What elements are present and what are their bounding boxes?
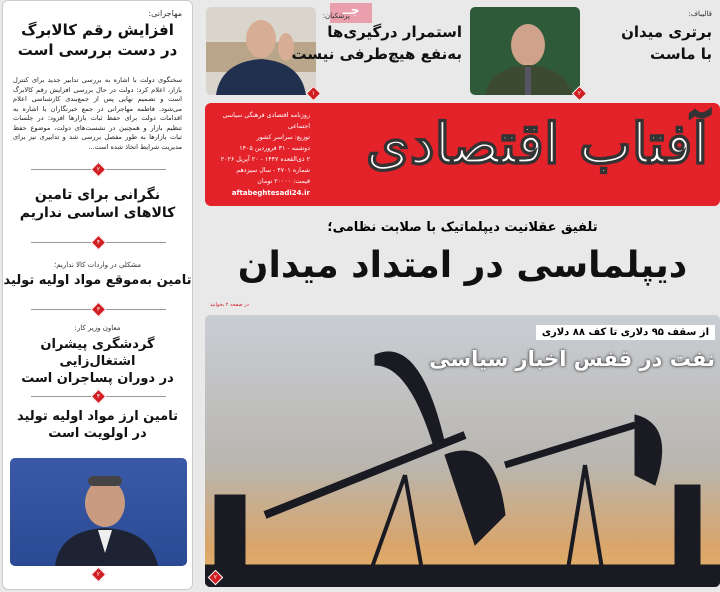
main-headline[interactable]: دیپلماسی در امتداد میدان	[237, 245, 688, 286]
ghalibaf-photo	[470, 7, 580, 95]
newspaper-logo: آفتاب اقتصادی	[365, 111, 708, 177]
website-link[interactable]: aftabeghtesadi24.ir	[231, 189, 310, 198]
photo-headline[interactable]: نفت در قفس اخبار سیاسی	[429, 347, 715, 371]
story-headline[interactable]: تامین ارز مواد اولیه تولید در اولویت است	[16, 409, 178, 441]
story-headline[interactable]: تامین به‌موقع مواد اولیه تولید	[3, 273, 192, 288]
main-kicker: تلفیق عقلانیت دیپلماتیک با صلابت نظامی؛	[327, 220, 598, 235]
page-badge: ۴	[91, 389, 107, 405]
section-tag: جــ	[330, 3, 372, 23]
story-headline[interactable]: گردشگری پیشران اشتغال‌زایی در دوران پساجران است	[21, 337, 174, 386]
page-badge: ۱	[306, 86, 322, 102]
page-reference: در صفحه ۲ بخوانید	[210, 302, 249, 308]
story-kicker: پزشکیان:	[322, 12, 350, 20]
story-kicker: قالیباف:	[688, 10, 712, 18]
story-kicker: مشکلی در واردات کالا نداریم؛	[53, 261, 141, 269]
left-column	[2, 0, 193, 590]
story-headline[interactable]: افزایش رقم کالابرگ در دست بررسی است	[17, 21, 178, 59]
photo-kicker: از سقف ۹۵ دلاری تا کف ۸۸ دلاری	[536, 325, 715, 340]
page-badge: ۲	[208, 570, 224, 586]
page-badge: ۴	[91, 235, 107, 251]
page-badge: ۲	[91, 567, 107, 583]
story-headline[interactable]: برتری میدان با ماست	[621, 23, 712, 63]
story-headline[interactable]: استمرار درگیری‌ها به‌نفع هیچ‌طرفی نیست	[291, 23, 462, 63]
story-body: سخنگوی دولت با اشاره به بررسی تدابیر جدید برای کنترل بازار، اعلام کرد: دولت در حال بررسی افزایش رقم کالابرگ است و تصمیم نهایی پس از جمع‌بندی کارشناسی اعلام می‌شود. فاطمه مهاجرانی در جمع خبرنگاران با اشاره به اقدامات دولت برای حفظ ثبات بازارها افزود: در جلسات تنظیم بازار و همچنین در نشست‌های دولت، موضوع حفظ ثبات بازارها به طور مفصل بررسی شد و تدابیری نیز برای مدیریت شرایط اتخاذ شده است...	[13, 76, 182, 151]
story-headline[interactable]: نگرانی برای تامین کالاهای اساسی نداریم	[19, 187, 176, 222]
page-badge: ۲	[91, 162, 107, 178]
page-badge: ۲	[572, 86, 588, 102]
issue-info: روزنامه اقتصادی فرهنگی سیاسی اجتماعی توزیع: سراسر کشور دوشنبه - ۳۱ فروردین ۱۴۰۵ ۲ ذی‌القعده ۱۴۴۷ - ۲۰ آپریل ۲۰۲۶ شماره ۴۷۰۱ - سال سیزدهم قیمت: ۲۰۰۰۰ تومان aftabeghtesadi24.ir	[205, 110, 310, 199]
masthead	[205, 103, 720, 206]
oil-pumpjack-photo	[205, 315, 720, 587]
story-kicker: مهاجرانی:	[148, 9, 182, 18]
page-badge: ۳	[91, 302, 107, 318]
story-kicker: معاون وزیر کار:	[74, 324, 121, 332]
official-photo	[10, 458, 187, 566]
